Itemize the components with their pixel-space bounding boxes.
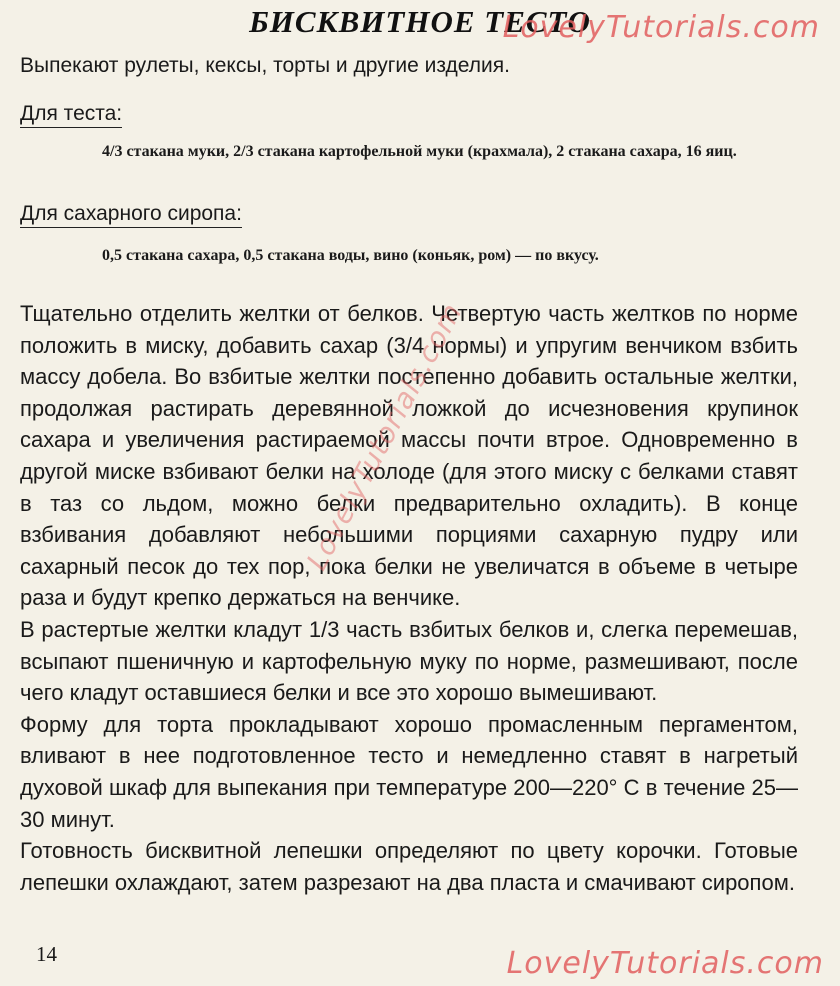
dough-ingredients: 4/3 стакана муки, 2/3 стакана картофельной муки (крахмала), 2 стакана сахара, 16 яиц. <box>102 143 737 160</box>
intro-text: Выпекают рулеты, кексы, торты и другие изделия. <box>20 54 510 77</box>
paragraph: Тщательно отделить желтки от белков. Четвертую часть желтков по норме положить в миску, добавить сахар (3/4 нормы) и упругим венчиком взбить массу добела. Во взбитые желтки постепенно добавить остальные желтки, продолжая растирать деревянной ложкой до исчезновения крупинок сахара и увеличения растираемой массы почти втрое. Одновременно в другой миске взбивают белки на холоде (для этого миску с белками ставят в таз со льдом, можно белки предварительно охладить). В конце взбивания добавляют небольшими порциями сахарную пудру или сахарный песок до тех пор, пока белки не увеличатся в объеме в четыре раза и будут крепко держаться на венчике. <box>20 301 798 611</box>
watermark-top: LovelyTutorials.com <box>502 10 820 45</box>
page-title: БИСКВИТНОЕ ТЕСТО <box>249 4 591 39</box>
syrup-ingredients: 0,5 стакана сахара, 0,5 стакана воды, вино (коньяк, ром) — по вкусу. <box>102 247 599 264</box>
dough-label: Для теста: <box>20 102 122 128</box>
paragraph: Форму для торта прокладывают хорошо промасленным пергаментом, вливают в нее подготовленное тесто и немедленно ставят в нагретый духовой шкаф для выпекания при температуре 200—220° С в течение 25—30 минут. <box>20 711 798 832</box>
syrup-label: Для сахарного сиропа: <box>20 202 242 228</box>
watermark-diagonal: LovelyTutorials.com <box>300 297 469 576</box>
paragraph: В растертые желтки кладут 1/3 часть взбитых белков и, слегка перемешав, всыпают пшеничную и картофельную муку по норме, размешивают, после чего кладут оставшиеся белки и все это хорошо вымешивают. <box>20 616 798 706</box>
page-number: 14 <box>36 942 57 966</box>
watermark-bottom: LovelyTutorials.com <box>506 946 824 981</box>
paragraph: Готовность бисквитной лепешки определяют по цвету корочки. Готовые лепешки охлаждают, затем разрезают на два пласта и смачивают сиропом. <box>20 838 798 895</box>
